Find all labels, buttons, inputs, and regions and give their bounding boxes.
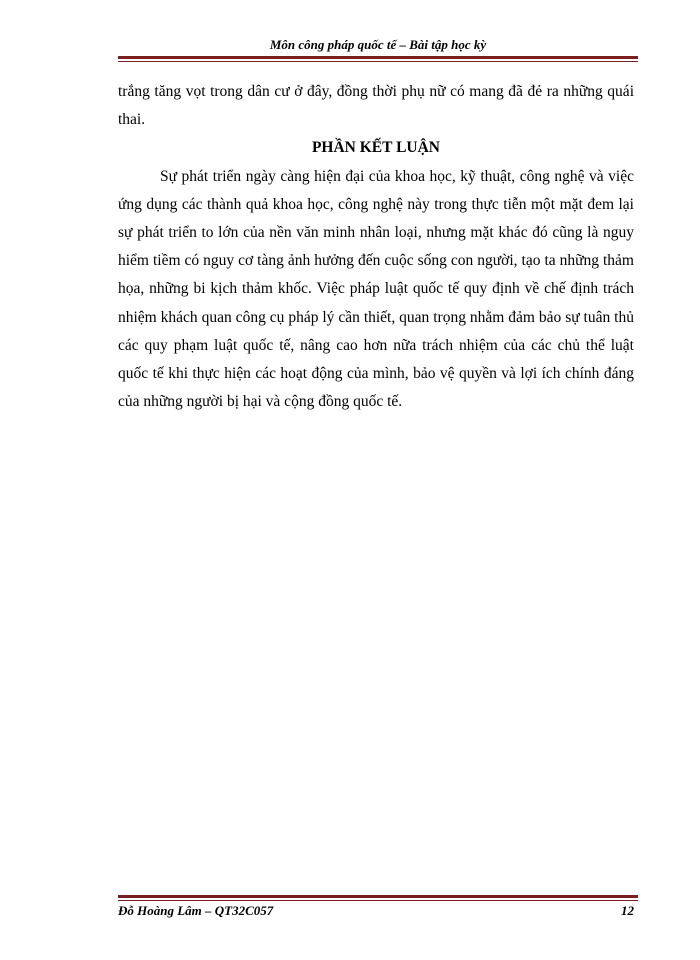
page-header-title: Môn công pháp quốc tế – Bài tập học kỳ: [269, 37, 487, 52]
section-heading: PHẦN KẾT LUẬN: [311, 139, 441, 157]
header-rule-thin: [118, 61, 638, 62]
footer-author: Đỗ Hoàng Lâm – QT32C057: [118, 903, 274, 918]
document-body: [118, 78, 634, 416]
conclusion-paragraph: Sự phát triển ngày càng hiện đại của khoa học, kỹ thuật, công nghệ và việc ứng dụng các thành quả khoa học, công nghệ này trong thực tiễn một mặt đem lại sự phát triển to lớn của nền văn minh nhân loại, nhưng mặt khác đó cũng là nguy hiểm tiềm có nguy cơ tàng ảnh hưởng đến cuộc sống con người, tạo ta những thảm họa, những bi kịch thảm khốc. Việc pháp luật quốc tế quy định về chế định trách nhiệm khách quan công cụ pháp lý cần thiết, quan trọng nhằm đảm bảo sự tuân thủ các quy phạm luật quốc tế, nâng cao hơn nữa trách nhiệm của các chủ thể luật quốc tế khi thực hiện các hoạt động của mình, bảo vệ quyền và lợi ích chính đáng của những người bị hại và cộng đồng quốc tế.: [118, 167, 634, 411]
continuation-paragraph: trắng tăng vọt trong dân cư ở đây, đồng thời phụ nữ có mang đã đẻ ra những quái thai.: [118, 83, 634, 129]
footer-rule-thick: [118, 895, 638, 898]
footer-rule-thin: [118, 900, 638, 901]
header-rule-thick: [118, 56, 638, 59]
page-number: 12: [621, 903, 634, 918]
